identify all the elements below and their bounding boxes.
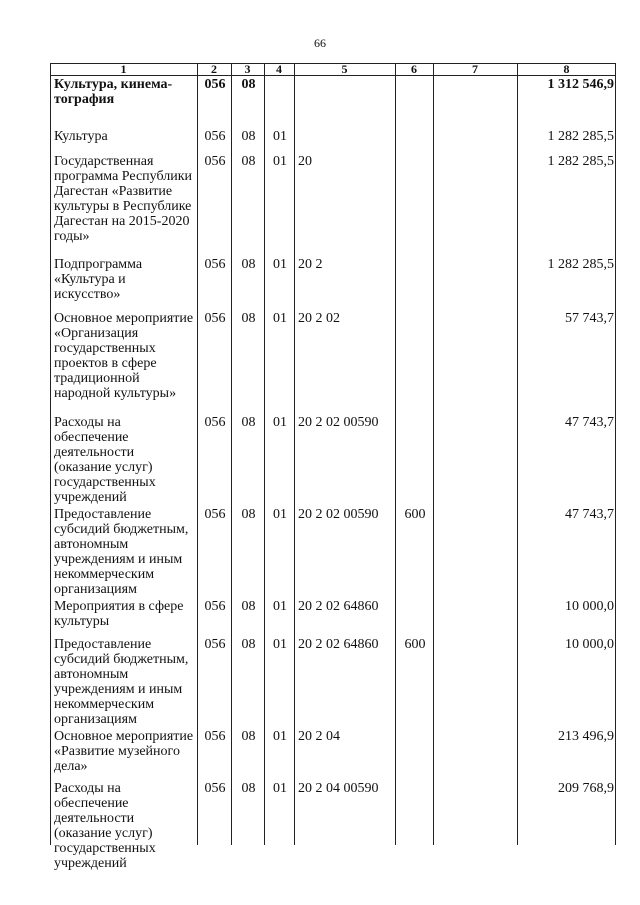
table-row (50, 75, 616, 127)
row-amount: 1 312 546,9 (547, 77, 614, 92)
row-section-code: 08 (241, 311, 256, 326)
table-row (50, 505, 616, 597)
row-ministry-code: 056 (204, 129, 226, 144)
table-row (50, 727, 616, 779)
row-target-code: 20 2 04 (298, 729, 340, 744)
column-header-2: 2 (211, 62, 217, 76)
row-section-code: 08 (241, 154, 256, 169)
table-row (50, 152, 616, 255)
row-expense-type: 600 (404, 507, 426, 522)
table-row (50, 779, 616, 871)
row-subsection-code: 01 (273, 311, 287, 326)
row-ministry-code: 056 (204, 729, 226, 744)
row-target-code: 20 2 02 00590 (298, 507, 379, 522)
row-expense-type (395, 779, 433, 871)
row-target-code: 20 2 02 64860 (298, 637, 379, 652)
row-subsection-code: 01 (273, 637, 287, 652)
row-expense-type (395, 75, 433, 127)
row-col7 (433, 75, 517, 127)
row-name: Расходы на обеспечение деятельности (оказание услуг) государственных учреждений (54, 781, 156, 871)
row-expense-type (395, 727, 433, 779)
row-col7 (433, 597, 517, 635)
row-name: Основное мероприятие «Организация государственных проектов в сфере традиционной народной культуры» (54, 311, 194, 401)
row-section-code: 08 (241, 77, 256, 92)
row-target-code (294, 127, 395, 152)
row-target-code: 20 2 (298, 257, 323, 272)
row-ministry-code: 056 (204, 257, 226, 272)
column-number-header-row (50, 63, 616, 75)
row-section-code: 08 (241, 781, 256, 796)
row-expense-type: 600 (404, 637, 426, 652)
row-amount: 47 743,7 (565, 415, 614, 430)
column-header-6: 6 (411, 62, 417, 76)
row-expense-type (395, 309, 433, 413)
row-col7 (433, 127, 517, 152)
row-expense-type (395, 597, 433, 635)
row-amount: 1 282 285,5 (547, 129, 614, 144)
row-name: Предоставление субсидий бюджетным, автономным учреждениям и иным некоммерческим организациям (54, 507, 189, 597)
row-col7 (433, 413, 517, 505)
row-expense-type (395, 255, 433, 309)
row-name: Подпрограмма «Культура и искусство» (54, 257, 143, 302)
row-ministry-code: 056 (204, 599, 226, 614)
row-amount: 213 496,9 (558, 729, 614, 744)
row-subsection-code: 01 (273, 154, 287, 169)
row-subsection-code: 01 (273, 129, 287, 144)
row-col7 (433, 309, 517, 413)
row-section-code: 08 (241, 599, 256, 614)
row-ministry-code: 056 (204, 154, 226, 169)
column-header-4: 4 (276, 62, 282, 76)
table-row (50, 309, 616, 413)
row-section-code: 08 (241, 507, 256, 522)
row-name: Мероприятия в сфере культуры (54, 599, 184, 629)
row-ministry-code: 056 (204, 311, 226, 326)
row-col7 (433, 635, 517, 727)
row-amount: 47 743,7 (565, 507, 614, 522)
row-ministry-code: 056 (204, 637, 226, 652)
row-ministry-code: 056 (204, 781, 226, 796)
column-header-7: 7 (472, 62, 478, 76)
row-amount: 10 000,0 (565, 637, 614, 652)
row-target-code: 20 2 04 00590 (298, 781, 379, 796)
row-expense-type (395, 413, 433, 505)
row-subsection-code: 01 (273, 599, 287, 614)
row-subsection-code: 01 (273, 415, 287, 430)
column-header-3: 3 (244, 62, 251, 76)
row-amount: 57 743,7 (565, 311, 614, 326)
row-amount: 1 282 285,5 (547, 154, 614, 169)
budget-table-sheet (50, 62, 616, 871)
table-row (50, 413, 616, 505)
page-number: 66 (314, 36, 326, 50)
row-section-code: 08 (241, 729, 256, 744)
row-name: Основное мероприятие «Развитие музейного дела» (54, 729, 194, 774)
row-name: Культура (54, 129, 108, 144)
budget-table (50, 63, 616, 871)
row-ministry-code: 056 (204, 77, 226, 92)
table-row (50, 597, 616, 635)
row-ministry-code: 056 (204, 507, 226, 522)
row-amount: 209 768,9 (558, 781, 614, 796)
row-col7 (433, 152, 517, 255)
row-col7 (433, 779, 517, 871)
row-ministry-code: 056 (204, 415, 226, 430)
row-subsection-code: 01 (273, 507, 287, 522)
row-subsection-code (264, 75, 294, 127)
row-section-code: 08 (241, 637, 256, 652)
row-expense-type (395, 152, 433, 255)
column-header-8: 8 (563, 62, 570, 76)
row-target-code: 20 (298, 154, 312, 169)
row-subsection-code: 01 (273, 781, 287, 796)
row-name: Культура, кинема-тография (54, 77, 173, 107)
row-col7 (433, 505, 517, 597)
row-section-code: 08 (241, 257, 256, 272)
row-section-code: 08 (241, 129, 256, 144)
row-name: Государственная программа Республики Дагестан «Развитие культуры в Республике Дагестан на 2015-2020 годы» (54, 154, 193, 244)
row-target-code (294, 75, 395, 127)
table-row (50, 255, 616, 309)
row-amount: 10 000,0 (565, 599, 614, 614)
row-subsection-code: 01 (273, 257, 287, 272)
row-col7 (433, 255, 517, 309)
table-row (50, 635, 616, 727)
row-name: Предоставление субсидий бюджетным, автономным учреждениям и иным некоммерческим организациям (54, 637, 189, 727)
row-section-code: 08 (241, 415, 256, 430)
row-target-code: 20 2 02 (298, 311, 340, 326)
column-header-5: 5 (341, 62, 348, 76)
row-expense-type (395, 127, 433, 152)
row-name: Расходы на обеспечение деятельности (оказание услуг) государственных учреждений (54, 415, 156, 505)
row-subsection-code: 01 (273, 729, 287, 744)
row-amount: 1 282 285,5 (547, 257, 614, 272)
row-target-code: 20 2 02 00590 (298, 415, 379, 430)
table-row (50, 127, 616, 152)
row-col7 (433, 727, 517, 779)
row-target-code: 20 2 02 64860 (298, 599, 379, 614)
column-header-1: 1 (120, 62, 127, 76)
